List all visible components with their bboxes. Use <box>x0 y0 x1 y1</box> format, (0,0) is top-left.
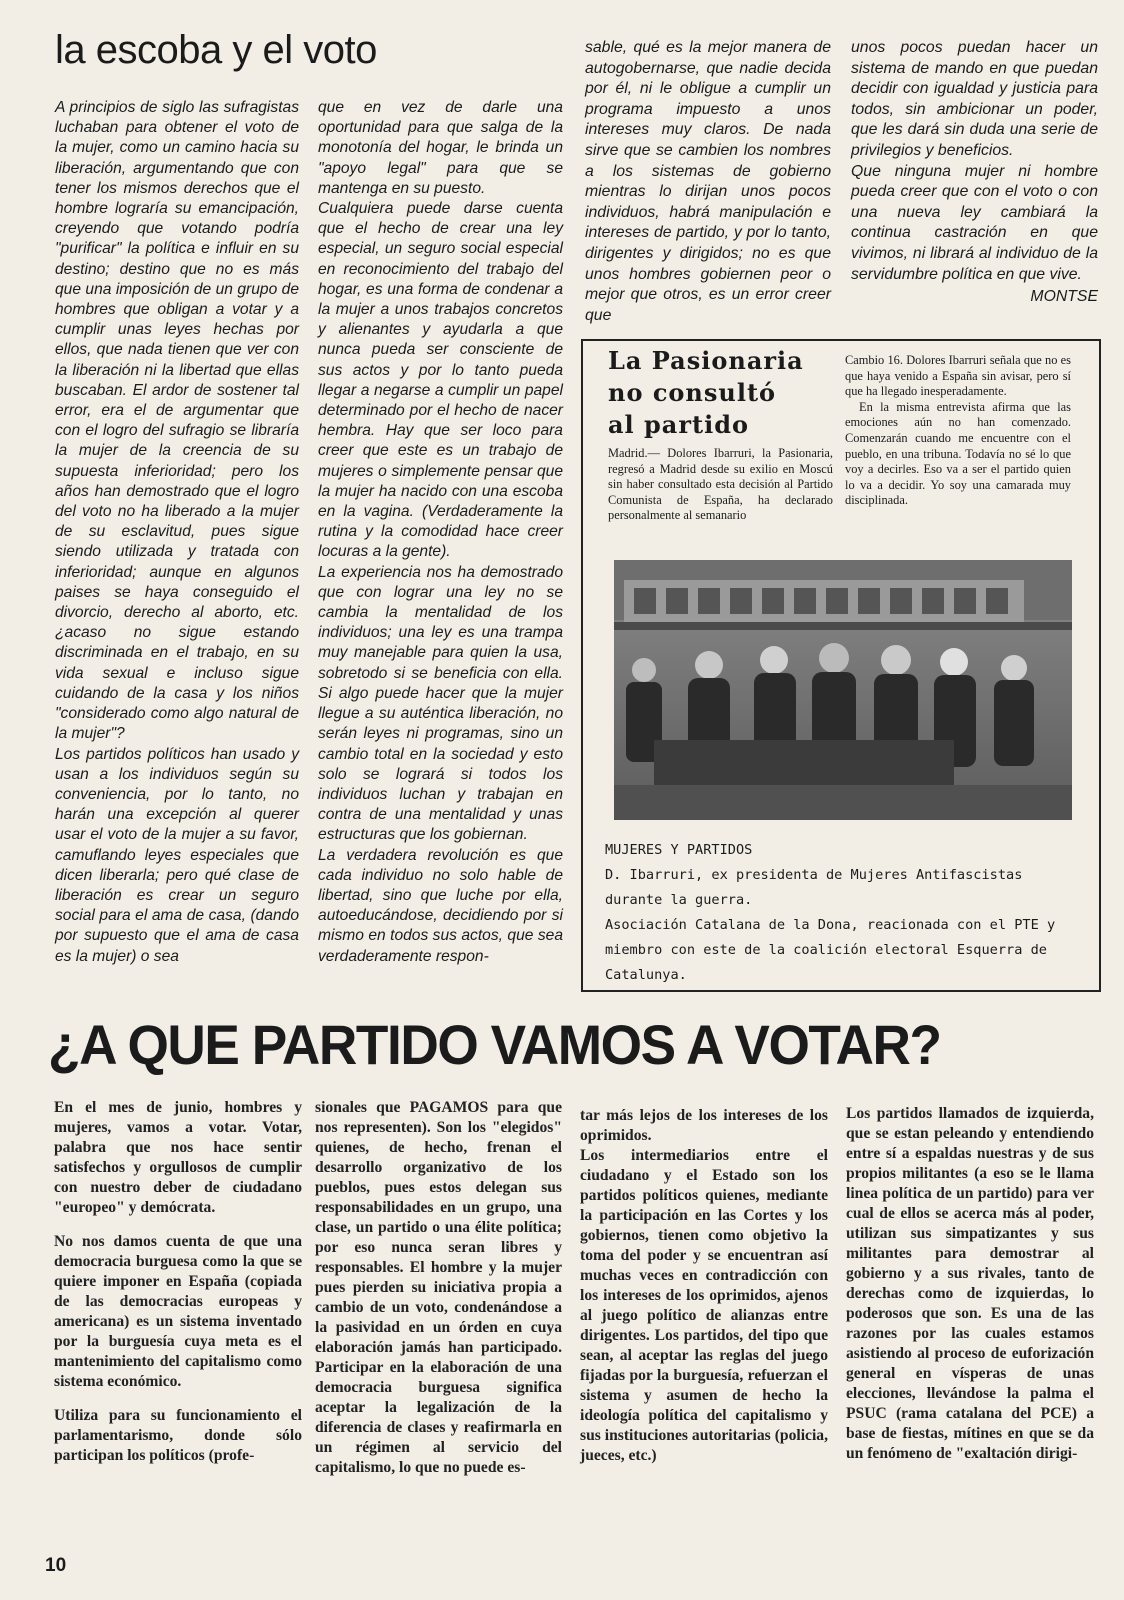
article1-column-2 <box>318 98 563 967</box>
clipping-headline <box>608 345 838 441</box>
paragraph: En el mes de junio, hombres y mujeres, vamos a votar. Votar, palabra que nos hace sentir satisfechos y orgullosos de cumplir con nuestro deber de ciudadano "europeo" y demócrata. <box>54 1099 302 1216</box>
author-signature: MONTSE <box>1030 288 1098 306</box>
page-number: 10 <box>45 1555 67 1576</box>
photo-caption <box>605 838 1085 988</box>
paragraph: unos pocos puedan hacer un sistema de mando en que puedan decidir con igualdad y justicia para todos, sin ambicionar un poder, que les dará sin duda una serie de privilegios y beneficios. <box>851 39 1098 159</box>
paragraph: que en vez de darle una oportunidad para que salga de la monotonía del hogar, le brinda un "apoyo legal" para que se mantenga en su puesto. <box>318 99 563 197</box>
article-title: la escoba y el voto <box>55 28 377 72</box>
article1-column-4 <box>851 38 1098 308</box>
women-group-photo-image <box>614 560 1072 820</box>
clipping-title-line: no consultó <box>608 378 777 407</box>
paragraph: No nos damos cuenta de que una democracia burguesa como la que se quiere imponer en España (copiada de las democracias europeas y americana) es un sistema inventado por la burguesía cuya meta es el mantenimiento del capitalismo como sistema económico. <box>54 1233 302 1390</box>
caption-line: D. Ibarruri, ex presidenta de Mujeres Antifascistas durante la guerra. <box>605 867 1023 908</box>
article2-column-1 <box>54 1098 302 1480</box>
paragraph: Los intermediarios entre el ciudadano y el Estado son los partidos políticos quienes, mediante la participación en las Cortes y los gobiernos, tienen como objetivo la toma del poder y se encuentran así muchas veces en contradicción con los intereses de los oprimidos, ajenos al juego político de alianzas entre dirigentes. Los partidos, del tipo que sean, al aceptar las reglas del juego fijadas por la burguesía, refuerzan el sistema y asumen de hecho la ideología política del capitalismo y sus instituciones autoritarias (policia, jueces, etc.) <box>580 1147 828 1464</box>
article-title: ¿A QUE PARTIDO VAMOS A VOTAR? <box>48 1013 941 1076</box>
clipping-left-text <box>608 446 833 524</box>
clipping-right-text <box>845 353 1071 509</box>
paragraph: sionales que PAGAMOS para que nos representen). Son los "elegidos" quienes, de hecho, frenan el desarrollo organizativo de los pueblos, pues estos delegan sus responsabilidades en un grupo, una clase, un partido o una élite política; por eso nunca seran libres y responsables. El hombre y la mujer pues pierden su iniciativa propia a cambio de un voto, condenándose a la pasividad en un órden en cuya elaboración jamás han participado. Participar en la elaboración de una democracia burguesa significa aceptar la legalización de la diferencia de clases y reafirmarla en un régimen al servicio del capitalismo, lo que no puede es- <box>315 1099 562 1476</box>
paragraph: En la misma entrevista afirma que las emociones aún no han comenzado. Comenzarán cuando me encuentre con el pueblo, en una tribuna. Todavía no sé lo que voy a decirles. Eso va a ser el partido quien lo va a decidir. Yo soy una camarada muy disciplinada. <box>845 399 1071 508</box>
paragraph: Cualquiera puede darse cuenta que el hecho de crear una ley especial, un seguro social especial en reconocimiento del trabajo del hogar, es una forma de condenar a la mujer a unos trabajos concretos y alienantes y ayudarla a que nunca pueda ser consciente de sus actos y por lo tanto pueda llegar a negarse a cumplir un papel determinado por el hecho de nacer hembra. Hay que ser loco para creer que este es un trabajo de mujeres o simplemente pensar que la mujer ha nacido con una escoba en la vagina. (Verdaderamente la rutina y la comodidad hace creer locuras a la gente). <box>318 200 563 561</box>
paragraph: La experiencia nos ha demostrado que con lograr una ley no se cambia la mentalidad de los individuos; una ley es una trampa muy manejable para quien la usa, sobretodo si se beneficia con ella. Si algo puede hacer que la mujer llegue a su auténtica liberación, no serán leyes ni programas, sino un cambio total en la sociedad y esto solo se logrará si todos los individuos luchan y trabajan en contra de una mentalidad y unas estructuras que los gobiernan. <box>318 563 563 844</box>
article2-column-2 <box>315 1098 562 1492</box>
clipping-title-line: al partido <box>608 410 749 439</box>
article1-column-1 <box>55 98 299 967</box>
caption-heading: MUJERES Y PARTIDOS <box>605 842 753 858</box>
paragraph: Los partidos llamados de izquierda, que se estan peleando y entendiendo entre sí a espaldas nuestras y de sus propios militantes (a eso se le llama linea política de un partido) para ver cual de ellos se acerca más al poder, utilizan sus simpatizantes y sus militantes para demostrar al gobierno y a sus rivales, tanto de derechas como de izquierdas, lo poderosos que son. Es una de las razones por las cuales estamos asistiendo al proceso de euforización general en vísperas de unas elecciones, llevándose la palma el PSUC (rama catalana del PCE) a base de fiestas, mítines en que se da un fenómeno de "exaltación dirigi- <box>846 1105 1094 1462</box>
paragraph: A principios de siglo las sufragistas luchaban para obtener el voto de la mujer, como un camino hacia su liberación, argumentando que con tener los mismos derechos que el hombre lograría su emancipación, creyendo que votando podría "purificar" la política e influir en su destino; destino que no es más que una imposición de un grupo de hombres que obligan a votar y a cumplir unas leyes hechas por ellos, que nada tienen que ver con la liberación ni la libertad que ellas buscaban. El ardor de sostener tal error, era el de argumentar que con el logro del sufragio se libraría la mujer de la creencia de su supuesta inferioridad; pero los años han demostrado que el logro del voto no ha liberado a la mujer de su esclavitud, pues sigue siendo utilizada y tratada con inferioridad; aunque en algunos paises se haya conseguido el divorcio, derecho al aborto, etc. ¿acaso no sigue estando discriminada en el trabajo, en su vida sexual e incluso sigue cuidando de la casa y los niños "considerado como algo natural de la mujer"? <box>55 99 299 743</box>
paragraph: Madrid.— Dolores Ibarruri, la Pasionaria, regresó a Madrid desde su exilio en Moscú sin haber consultado esta decisión al Partido Comunista de España, ha declarado personalmente al semanario <box>608 446 833 523</box>
caption-line: Asociación Catalana de la Dona, reacionada con el PTE y miembro con este de la coalición electoral Esquerra de Catalunya. <box>605 917 1056 983</box>
group-photo <box>614 560 1072 820</box>
paragraph: La verdadera revolución es que cada individuo no solo hable de libertad, sino que luche por ella, autoeducándose, decidiendo por si mismo en todos sus actos, que sea verdaderamente respon- <box>318 846 563 965</box>
paragraph: Utiliza para su funcionamiento el parlamentarismo, donde sólo participan los políticos (profe- <box>54 1407 302 1464</box>
paragraph: tar más lejos de los intereses de los oprimidos. <box>580 1107 828 1144</box>
clipping-title-line: La Pasionaria <box>608 346 804 375</box>
paragraph: Los partidos políticos han usado y usan a los individuos según su conveniencia, por lo tanto, no harán una excepción al querer usar el voto de la mujer a su favor, camuflando leyes especiales que dicen liberarla; pero qué clase de liberación es crear un seguro social para el ama de casa, (dando por supuesto que el ama de casa es la mujer) o sea <box>55 745 299 965</box>
article1-column-3 <box>585 38 831 326</box>
paragraph: sable, qué es la mejor manera de autogobernarse, que nadie decida por él, ni le obligue a cumplir un programa impuesto a unos intereses muy claros. De nada sirve que se cambien los nombres a los sistemas de gobierno mientras lo dirijan unos pocos individuos, habrá manipulación e intereses de partido, y por lo tanto, dirigentes y dirigidos; no es que unos hombres gobiernen peor o mejor que otros, es un error creer que <box>585 39 831 324</box>
article2-column-3 <box>580 1106 828 1480</box>
paragraph: Que ninguna mujer ni hombre pueda creer que con el voto o con una nueva ley cambiará la continua castración en que vivimos, ni librará al individuo de la servidumbre política en que vive. <box>851 162 1098 283</box>
paragraph: Cambio 16. Dolores Ibarruri señala que no es que haya venido a España sin avisar, pero sí que ha llegado inesperadamente. <box>845 353 1071 399</box>
article2-column-4 <box>846 1104 1094 1478</box>
